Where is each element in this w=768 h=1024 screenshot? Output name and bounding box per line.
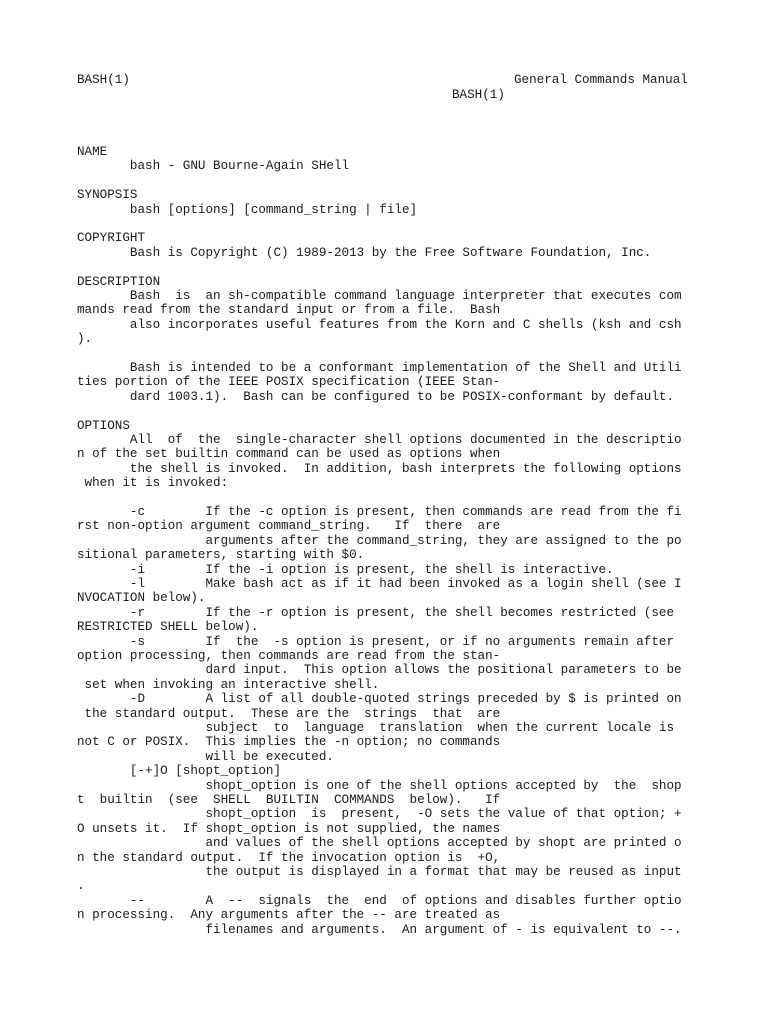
text-line: mands read from the standard input or from a file. Bash — [77, 303, 501, 318]
text-line: subject to language translation when the current locale is — [77, 721, 675, 735]
text-line: COPYRIGHT — [77, 231, 146, 246]
text-line: rst non-option argument command_string. If there are — [77, 519, 501, 534]
text-line: [-+]O [shopt_option] — [77, 764, 282, 779]
text-line: ties portion of the IEEE POSIX specification (IEEE Stan- — [77, 375, 501, 390]
text-line: O unsets it. If shopt_option is not supplied, the names — [77, 821, 501, 836]
header-left: BASH(1) — [77, 73, 130, 87]
text-line: -- A -- signals the end of options and disables further optio — [77, 893, 682, 908]
text-line: n processing. Any arguments after the -- are treated as — [77, 908, 501, 923]
text-line: -c If the -c option is present, then commands are read from the fi — [77, 505, 682, 519]
header-right: BASH(1) — [452, 88, 505, 102]
header-center: General Commands Manual — [514, 73, 688, 87]
text-line: t builtin (see SHELL BUILTIN COMMANDS below). If — [77, 793, 501, 807]
text-line: dard 1003.1). Bash can be configured to be POSIX-conformant by default. — [77, 389, 675, 404]
text-line: the standard output. These are the strings that are — [77, 706, 501, 721]
text-line: SYNOPSIS — [77, 188, 138, 203]
text-line: also incorporates useful features from the Korn and C shells (ksh and csh — [77, 317, 682, 332]
text-line: when it is invoked: — [77, 476, 229, 491]
text-line: Bash is intended to be a conformant implementation of the Shell and Utili — [77, 361, 682, 375]
text-line: not C or POSIX. This implies the -n option; no commands — [77, 735, 501, 750]
text-line: set when invoking an interactive shell. — [77, 677, 380, 692]
text-line: sitional parameters, starting with $0. — [77, 548, 365, 563]
text-line: the shell is invoked. In addition, bash interprets the following options — [77, 461, 682, 476]
text-line: -i If the -i option is present, the shell is interactive. — [77, 562, 614, 577]
text-line: shopt_option is one of the shell options accepted by the shop — [77, 778, 682, 793]
text-line: n of the set builtin command can be used as options when — [77, 447, 501, 462]
text-line: dard input. This option allows the positional parameters to be — [77, 663, 682, 678]
text-line: NVOCATION below). — [77, 591, 206, 606]
text-line: RESTRICTED SHELL below). — [77, 620, 259, 635]
text-line: n the standard output. If the invocation option is +O, — [77, 850, 501, 865]
text-line: shopt_option is present, -O sets the value of that option; + — [77, 807, 682, 822]
text-line: -D A list of all double-quoted strings preceded by $ is printed on — [77, 692, 682, 707]
text-line: Bash is Copyright (C) 1989-2013 by the Free Software Foundation, Inc. — [77, 245, 652, 260]
text-line: bash - GNU Bourne-Again SHell — [77, 159, 350, 174]
text-line: arguments after the command_string, they are assigned to the po — [77, 533, 682, 548]
text-line: option processing, then commands are read from the stan- — [77, 649, 501, 663]
text-line: -r If the -r option is present, the shell becomes restricted (see — [77, 605, 675, 620]
text-line: -l Make bash act as if it had been invoked as a login shell (see I — [77, 577, 682, 591]
text-line: the output is displayed in a format that may be reused as input — [77, 865, 682, 879]
text-line: OPTIONS — [77, 418, 130, 433]
text-line: . — [77, 879, 85, 894]
text-line: -s If the -s option is present, or if no arguments remain after — [77, 634, 675, 649]
text-line: Bash is an sh-compatible command language interpreter that executes com — [77, 289, 682, 303]
text-line: filenames and arguments. An argument of - is equivalent to --. — [77, 922, 682, 937]
text-line: and values of the shell options accepted by shopt are printed o — [77, 836, 682, 851]
text-line: will be executed. — [77, 749, 334, 764]
text-line: ). — [77, 332, 93, 347]
text-line: NAME — [77, 145, 108, 159]
text-line: All of the single-character shell options documented in the descriptio — [77, 433, 682, 447]
text-line: DESCRIPTION — [77, 274, 161, 289]
text-line: bash [options] [command_string | file] — [77, 202, 418, 217]
